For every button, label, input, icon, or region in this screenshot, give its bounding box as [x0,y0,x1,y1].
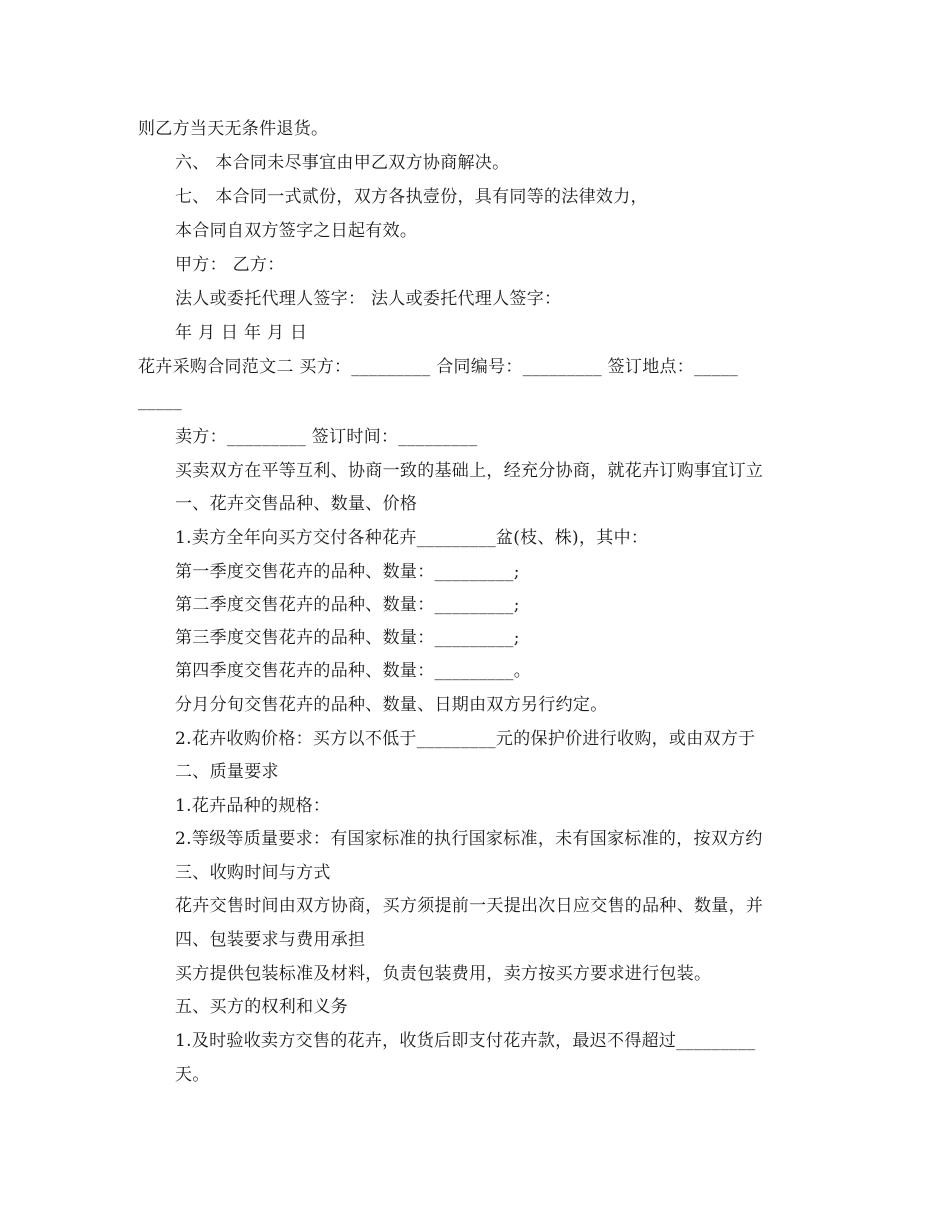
section-heading: 一、花卉交售品种、数量、价格 [175,494,418,514]
text-line: 甲方： 乙方： [175,255,285,275]
section-heading: 五、买方的权利和义务 [175,997,348,1017]
text-line: 年 月 日 年 月 日 [175,323,308,343]
text-line: 第四季度交售花卉的品种、数量：_________。 [175,661,531,681]
text-line: 卖方：_________ 签订时间：_________ [175,427,478,447]
text-line: 2.花卉收购价格：买方以不低于_________元的保护价进行收购，或由双方于 [175,729,756,749]
text-line: 天。 [175,1065,210,1085]
text-line: 花卉交售时间由双方协商，买方须提前一天提出次日应交售的品种、数量，并 [175,896,764,916]
section-heading: 二、质量要求 [175,762,279,782]
text-line: 1.花卉品种的规格： [175,796,331,816]
text-line: _____ [138,391,182,411]
text-line: 2.等级等质量要求：有国家标准的执行国家标准，未有国家标准的，按双方约 [175,829,763,849]
text-line: 法人或委托代理人签字： 法人或委托代理人签字： [175,289,562,309]
section-heading: 三、收购时间与方式 [175,863,331,883]
section-heading: 四、包装要求与费用承担 [175,930,366,950]
text-line: 六、 本合同未尽事宜由甲乙双方协商解决。 [175,153,510,173]
text-line: 花卉采购合同范文二 买方：_________ 合同编号：_________ 签订地点：_____ [138,357,739,377]
text-line: 七、 本合同一式贰份，双方各执壹份，具有同等的法律效力， [175,187,648,207]
text-line: 第三季度交售花卉的品种、数量：_________; [175,628,520,648]
text-line: 分月分旬交售花卉的品种、数量、日期由双方另行约定。 [175,695,608,715]
text-line: 1.及时验收卖方交售的花卉，收货后即支付花卉款，最迟不得超过_________ [175,1031,756,1051]
text-line: 买卖双方在平等互利、协商一致的基础上，经充分协商，就花卉订购事宜订立 [175,461,764,481]
text-line: 买方提供包装标准及材料，负责包装费用，卖方按买方要求进行包装。 [175,964,712,984]
text-line: 则乙方当天无条件退货。 [138,119,329,139]
text-line: 1.卖方全年向买方交付各种花卉_________盆(枝、株)，其中： [175,528,649,548]
text-line: 本合同自双方签字之日起有效。 [175,221,418,241]
text-line: 第一季度交售花卉的品种、数量：_________; [175,562,520,582]
text-line: 第二季度交售花卉的品种、数量：_________; [175,595,520,615]
